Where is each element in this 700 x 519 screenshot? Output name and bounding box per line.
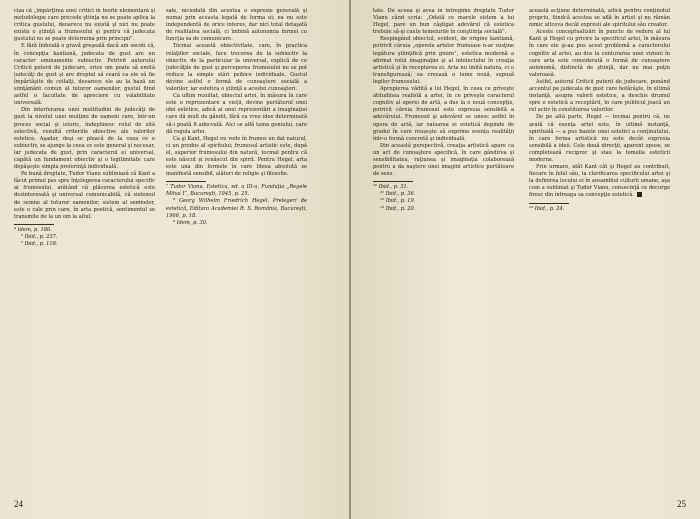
footnote-rule [373,181,413,182]
footnote: ⁹ Idem, p. 30. [173,219,208,226]
footnote: ⁷ Tudor Vianu, Estetica, ed. a III-a, Fundaţia „Regele Mihai I”, Bucureşti, 1945, p. 25. [166,184,307,198]
paragraph [529,164,670,199]
paragraph: Din interferarea unei multitudini de judecăţi de gust la nivelul unei mulţimi de oameni care, într-un proces social şi istoric, îndeplinesc rolul de sită selectivă, rezultă criteriile obiective ale valorilor estetice. Aşadar, deşi se pleacă de la ceea ce e subiectiv, se ajunge la ceea ce este general şi necesar, iar judecata de gust, prin caracterul ei universal, capătă un fundament obiectiv şi o legitimitate care depăşeşte simpla preferinţă individuală. [14,107,155,171]
paragraph: ciza că „împărţirea unei critici în teorie elementară şi metodologie care precede ştiinţa nu se poate aplica la critica gustului, deoarece nu există şi nici nu poate exista o ştiinţă a frumosului şi pentru că judecata gustului nu se poate determina prin principii”. [14,8,155,43]
right-page [351,0,700,519]
footnote-rule [529,203,569,204]
end-mark-icon [637,192,642,197]
paragraph-text: Prin urmare, atât Kant cât şi Hegel au contribuit, fiecare în felul său, la clarificarea specificului artei şi la definirea locului ei în ansamblul culturii umane, aşa cum a subliniat şi Tudor Vianu, consecinţă ce decurge firesc din întreaga sa concepţie estetică. [529,164,670,199]
left-page [0,0,349,519]
footnote-rule [14,224,54,225]
paragraph: tate. De aceea şi avea în întregime dreptate Tudor Vianu când scria: „Odată ce marele sistem a lui Hegel, pare un bun câştigat adevărul că estetica trebuie să-şi caute temeiurile în conştiinţa socială”. [373,8,514,36]
paragraph: Ca ultim rezultat, obiectul artei, în măsura în care este o reprezentare a vieţii, devine purtătorul unei idei estetice, adică al unei reprezentări a imaginaţiei care dă mult de gândit, fără ca vreo idee determinată să-i poată fi adecvată. Aici se află taina geniului, care dă regula artei. [166,93,307,135]
left-page-column-2 [166,8,307,488]
paragraph: Ca şi Kant, Hegel nu vede în frumos un dat natural, ci un produs al spiritului; frumosul artistic este, după el, superior frumosului din natură, tocmai pentru că este născut şi renăscut din spirit. Pentru Hegel, arta este una din formele în care Ideea absolută se manifestă sensibil, alături de religie şi filosofie. [166,135,307,178]
paragraph: Din această perspectivă, creaţia artistică apare ca un act de cunoaştere specifică, în care gândirea şi sensibilitatea, raţiunea şi imaginaţia colaborează pentru a da naştere unei imagini artistice purtătoare de sens. [373,142,514,178]
left-page-column-1 [14,8,155,488]
paragraph: Tocmai această obiectivitate, care, în practica relaţiilor sociale, face trecerea de la subiectiv la obiectiv, de la particular la universal, explică de ce judecăţile de gust şi perceperea frumosului nu se pot reduce la simple stări psihice individuale. Gustul devine astfel o formă de cunoaştere socială a valorilor, iar estetica o ştiinţă a acestei cunoaşteri. [166,43,307,93]
footnote: ¹³ Ibid., p. 20. [380,205,416,212]
right-page-column-2 [529,8,670,488]
paragraph: sale, niciodată din acestea o expresie generală şi numai prin aceasta legată de forma ei; ea nu este independentă de orice interes, dar nici total detaşată de realitatea socială, ci îmbină autonomia formei cu funcţia sa de comunicare. [166,8,307,43]
paragraph: Respingând obiectul, evident, de origine kantiană, potrivit căruia „operele artelor frumoase n-ar susţine legătura ştiinţifică prin ginire”, estetica modernă a afirmat rolul imaginaţiei şi al intelectului în creaţia artistică şi în receptarea ei. Arta nu imită natura, ci o transfigurează; ea creează o lume nouă, supusă legilor frumosului. [373,36,514,85]
footnote: ⁴ Idem, p. 186. [14,226,52,233]
footnote: ¹⁰ Ibid., p. 31. [373,184,409,191]
page-number: 25 [677,499,686,509]
paragraph: Astfel, autorul Criticii puterii de judecare, punând accentul pe judecata de gust care hotărăşte, în ultimă instanţă, asupra valorii estetice, a deschis drumul spre o estetică a receptării, în care publicul joacă un rol activ în constituirea valorilor. [529,78,670,114]
right-page-column-1 [373,8,514,488]
footnote: ¹⁴ Ibid., p. 24. [529,205,565,212]
footnote: ¹¹ Ibid., p. 36. [380,191,416,198]
footnote: ⁵ Ibid., p. 237. [21,233,58,240]
paragraph: De pe altă parte, Hegel — tocmai pentru că, ne arată că esenţa artei este, în ultimă instanţă, spirituală — a pus bazele unei estetici a conţinutului, în care forma artistică nu este decât expresia sensibilă a ideii. Cele două direcţii, aparent opuse, se completează reciproc şi stau la temelia esteticii moderne. [529,114,670,163]
footnote: ⁶ Ibid., p. 118. [21,241,58,247]
footnote: ¹² Ibid., p. 19. [380,198,416,205]
paragraph: Pe bună dreptate, Tudor Vianu subliniază că Kant a făcut primul pas spre înţelegerea caracterului specific al frumosului, arătând că plăcerea estetică este dezinteresată şi universal comunicabilă, că sistemul de semne al tuturor oamenilor, sistem al semnelor, este o cale prin care, în arta poetică, sentimentul se transmite de la un om la altul. [14,171,155,220]
paragraph: Apropierea vădită a lui Hegel, în ceea ce priveşte atitudinea realistă a artei, în ce priveşte caracterul cognitiv al operei de artă, a dus la o nouă concepţie, potrivit căreia frumosul este expresia sensibilă a adevărului. Frumosul şi adevărul se unesc astfel în opera de artă, iar valoarea ei estetică depinde de gradul în care reuşeşte să exprime esenţa realităţii într-o formă concretă şi individuală. [373,86,514,142]
paragraph: E fără îndoială o gravă greşeală dacă am socoti că, în concepţia kantiană, judecata de gust are un caracter eminamente subiectiv. Potrivit autorului Criticii puterii de judecare, orice om poate să emită judecăţi de gust şi are dreptul să ceară ca ele să fie împărtăşite de ceilalţi, deoarece ele au la bază un simţământ comun al tuturor oamenilor, gustul fiind astfel o facultate de apreciere cu valabilitate universală. [14,43,155,107]
footnote-rule [166,181,206,182]
paragraph: această acţiune determinată, adică pentru conţinutul propriu, fiindcă acestea se află în artist şi nu rămân nimic altceva decât expresii ale spiritului său creator. [529,8,670,29]
page-number: 24 [14,499,23,509]
paragraph: Aceste conceptualizări în puncte de vedere al lui Kant şi Hegel cu privire la specificul artei, în măsura în care ele şi-au pus acest problemă a caracterului cognitiv al artei, au dus la conturarea unei viziuni în care arta este considerată o formă de cunoaştere autonomă, distinctă de ştiinţă, dar nu mai puţin valoroasă. [529,29,670,78]
footnote: ⁸ Georg Wilhelm Friedrich Hegel, Prelegeri de estetică, Editura Academiei R. S. România, Bucureşti, 1966, p. 18. [166,198,307,219]
